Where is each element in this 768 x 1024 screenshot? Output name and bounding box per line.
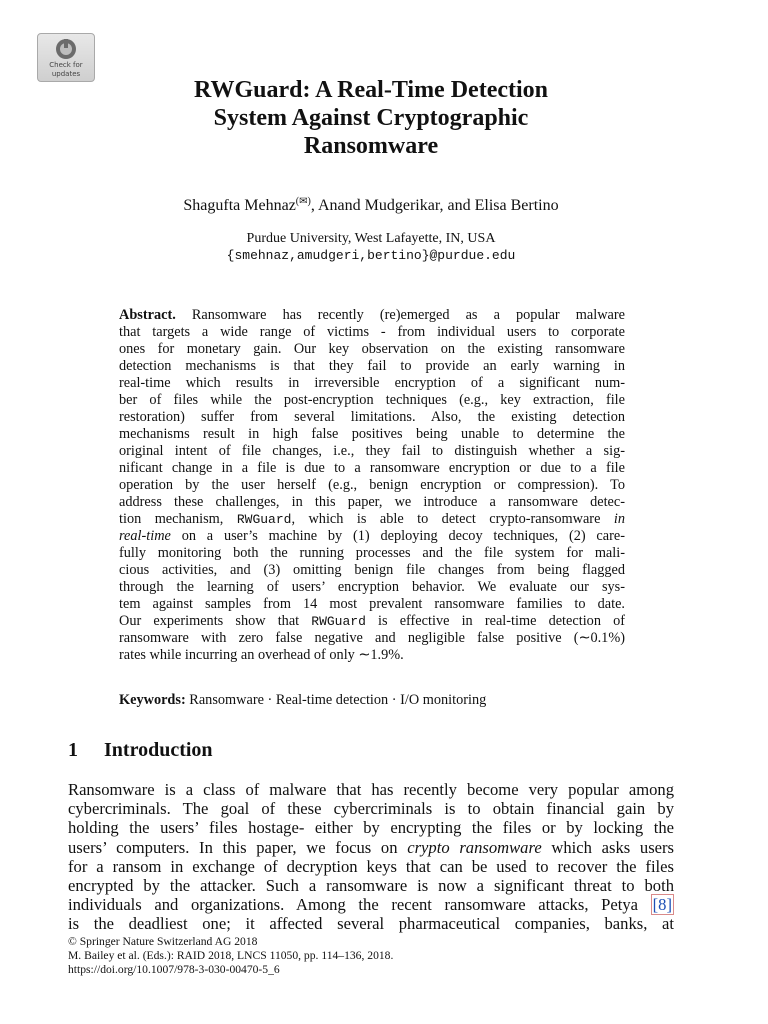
intro-line: encrypted by the attacker. Such a ransomware is now a significant threat to both xyxy=(68,876,674,896)
abstract-label: Abstract. xyxy=(119,307,176,323)
intro-line: is the deadliest one; it affected several pharmaceutical companies, banks, at xyxy=(68,914,674,934)
section-number: 1 xyxy=(68,739,78,761)
system-name: RWGuard xyxy=(311,614,366,629)
copyright-notice: © Springer Nature Switzerland AG 2018 xyxy=(68,935,258,948)
abstract-line: real-time which results in irreversible encryption of a significant num- xyxy=(119,375,625,391)
abstract-line: ransomware with zero false negative and negligible false positive (∼0.1%) xyxy=(119,630,625,646)
other-authors: , Anand Mudgerikar, and Elisa Bertino xyxy=(310,197,559,214)
section-title: Introduction xyxy=(104,739,213,761)
citation-link-8[interactable]: [8] xyxy=(652,895,672,915)
abstract xyxy=(119,307,625,664)
author-emails[interactable]: {smehnaz,amudgeri,bertino}@purdue.edu xyxy=(226,248,516,263)
intro-line: individuals and organizations. Among the recent ransomware attacks, Petya [8] xyxy=(68,895,672,915)
intro-line: holding the users’ files hostage- either by encrypting the files or by locking the xyxy=(68,818,674,838)
paper-title xyxy=(100,76,642,160)
publication-footer xyxy=(68,935,674,977)
affiliation xyxy=(100,230,642,264)
doi-link[interactable]: https://doi.org/10.1007/978-3-030-00470-5_6 xyxy=(68,963,280,976)
system-name: RWGuard xyxy=(236,512,292,527)
author-list xyxy=(100,196,642,215)
section-heading-introduction xyxy=(68,739,213,762)
abstract-line: Abstract. Ransomware has recently (re)emerged as a popular malware xyxy=(119,307,625,323)
intro-line: cybercriminals. The goal of these cybercriminals is to obtain financial gain by xyxy=(68,799,674,819)
abstract-line: restoration) suffer from several limitations. Also, the existing detection xyxy=(119,409,625,425)
check-for-updates-badge[interactable] xyxy=(37,33,95,82)
corresponding-author-mark[interactable]: (✉) xyxy=(295,196,311,207)
abstract-line: ber of files while the post-encryption techniques (e.g., key extraction, file xyxy=(119,392,625,408)
abstract-line: operation by the user herself (e.g., benign encryption or compression). To xyxy=(119,477,625,493)
abstract-line: tem against samples from 14 most prevalent ransomware families to date. xyxy=(119,596,625,612)
abstract-line: address these challenges, in this paper, we introduce a ransomware detec- xyxy=(119,494,625,510)
abstract-line: cious activities, and (3) omitting benign file changes from being flagged xyxy=(119,562,625,578)
abstract-line: tion mechanism, RWGuard, which is able to detect crypto-ransomware in xyxy=(119,511,625,527)
abstract-line: mechanisms result in high false positives being unable to determine the xyxy=(119,426,625,442)
author-mehnaz: Shagufta Mehnaz xyxy=(183,197,296,214)
introduction-body xyxy=(68,780,674,934)
abstract-line: ones for monetary gain. Our key observation on the existing ransomware xyxy=(119,341,625,357)
abstract-line: detection mechanisms is that they fail to provide an early warning in xyxy=(119,358,625,374)
title-line-1: RWGuard: A Real-Time Detection xyxy=(194,77,548,103)
title-line-3: Ransomware xyxy=(303,133,439,159)
abstract-line: Our experiments show that RWGuard is effective in real-time detection of xyxy=(119,613,626,629)
citation-info: M. Bailey et al. (Eds.): RAID 2018, LNCS 11050, pp. 114–136, 2018. xyxy=(68,949,394,962)
intro-line: users’ computers. In this paper, we focus on crypto ransomware which asks users xyxy=(68,837,675,857)
abstract-line: original intent of file changes, i.e., they fail to distinguish whether a sig- xyxy=(119,443,625,459)
badge-text-line1: Check for xyxy=(49,61,83,69)
intro-line: Ransomware is a class of malware that has recently become very popular among xyxy=(68,780,674,799)
abstract-line: rates while incurring an overhead of only ∼1.9%. xyxy=(119,647,404,663)
keywords-text: Ransomware · Real-time detection · I/O monitoring xyxy=(189,692,487,708)
abstract-line: real-time on a user’s machine by (1) deploying decoy techniques, (2) care- xyxy=(119,528,625,544)
keywords-label: Keywords: xyxy=(119,692,186,708)
title-line-2: System Against Cryptographic xyxy=(213,105,529,131)
abstract-line: fully monitoring both the running processes and the file system for mali- xyxy=(119,545,625,561)
badge-text-line2: updates xyxy=(51,70,81,78)
keywords xyxy=(119,692,625,709)
abstract-line: that targets a wide range of victims - from individual users to corporate xyxy=(119,324,625,340)
check-for-updates-icon xyxy=(55,38,77,60)
abstract-line: nificant change in a file is due to a ransomware encryption or due to a file xyxy=(119,460,625,476)
abstract-line: through the learning of users’ encryption behavior. We evaluate our sys- xyxy=(119,579,625,595)
intro-line: for a ransom in exchange of decryption keys that can be used to recover the files xyxy=(68,856,674,876)
institution: Purdue University, West Lafayette, IN, USA xyxy=(246,231,496,246)
